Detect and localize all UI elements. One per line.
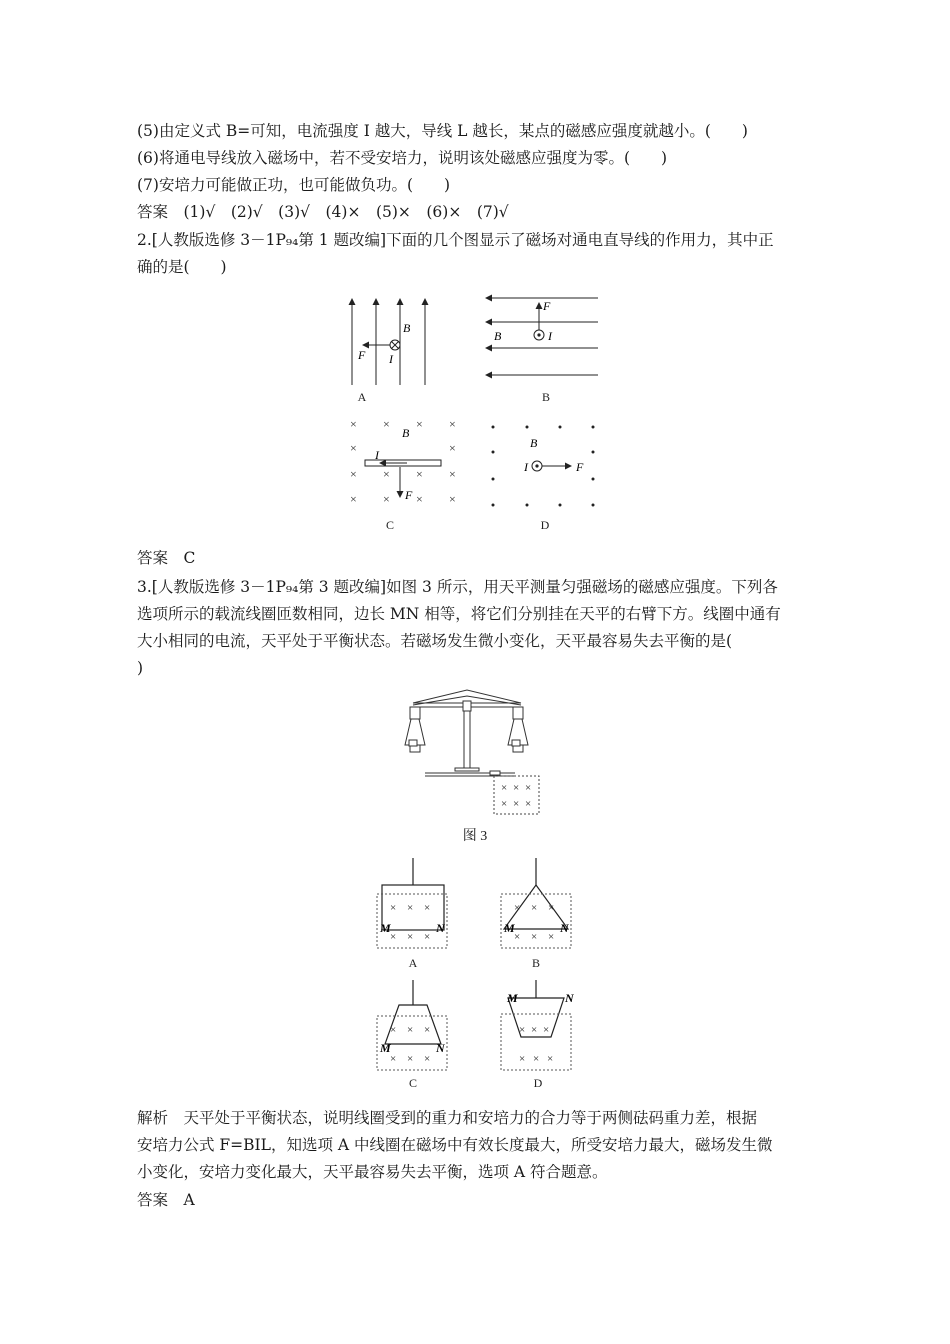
q2-caption-c: C — [385, 518, 394, 532]
svg-text:×: × — [383, 492, 390, 506]
svg-text:×: × — [390, 1053, 397, 1065]
q3-answer: 答案 A — [137, 1191, 195, 1209]
q2-caption-a: A — [357, 390, 367, 404]
svg-text:×: × — [407, 1053, 414, 1065]
q2-figure-c — [345, 415, 465, 510]
q3-caption-c: C — [408, 1076, 417, 1090]
q3-caption-b: B — [531, 956, 540, 970]
svg-text:×: × — [547, 1053, 554, 1065]
svg-text:×: × — [407, 1024, 414, 1036]
q3-stem-line1: 3.[人教版选修 3－1P₉₄第 3 题改编]如图 3 所示，用天平测量匀强磁场的磁感应强度。下列各 — [137, 578, 778, 596]
q2-caption-b: B — [541, 390, 550, 404]
svg-text:×: × — [407, 902, 414, 914]
svg-text:×: × — [531, 902, 538, 914]
q2c-field-label: B — [402, 426, 410, 440]
q3b-vertex-n: N — [560, 921, 569, 935]
q2-figure-d — [484, 415, 604, 510]
q3-stem-line3: 大小相同的电流，天平处于平衡状态。若磁场发生微小变化，天平最容易失去平衡的是( — [137, 632, 733, 650]
q3d-vertex-n: N — [565, 991, 574, 1005]
q2b-field-label: B — [494, 329, 502, 343]
svg-text:×: × — [416, 467, 423, 481]
svg-text:×: × — [416, 492, 423, 506]
q2-stem-line2: 确的是( ) — [137, 258, 227, 276]
svg-text:×: × — [383, 417, 390, 431]
q2-figure-b — [484, 295, 604, 380]
svg-text:×: × — [525, 782, 532, 794]
q2a-force-label: F — [358, 348, 366, 362]
q3-analysis-line3: 小变化，安培力变化最大，天平最容易失去平衡，选项 A 符合题意。 — [137, 1163, 608, 1181]
q1-answer: 答案 (1)√ (2)√ (3)√ (4)× (5)× (6)× (7)√ — [137, 203, 509, 221]
q1-item5: (5)由定义式 B=可知，电流强度 I 越大，导线 L 越长，某点的磁感应强度就越小。( ) — [137, 122, 748, 140]
q3c-vertex-n: N — [436, 1041, 445, 1055]
svg-text:×: × — [350, 441, 357, 455]
q3-option-a — [375, 858, 450, 950]
svg-text:×: × — [519, 1053, 526, 1065]
svg-text:×: × — [424, 902, 431, 914]
svg-text:×: × — [424, 931, 431, 943]
svg-text:×: × — [525, 798, 532, 810]
q3-balance-figure — [405, 688, 545, 818]
svg-text:×: × — [501, 782, 508, 794]
q2-caption-d: D — [540, 518, 550, 532]
q3a-vertex-n: N — [436, 921, 445, 935]
q3-option-d — [497, 980, 577, 1072]
q2a-field-label: B — [403, 321, 411, 335]
svg-text:×: × — [519, 1024, 526, 1036]
q2d-field-label: B — [530, 436, 538, 450]
svg-text:×: × — [531, 931, 538, 943]
q3-stem-line2: 选项所示的载流线圈匝数相同，边长 MN 相等，将它们分别挂在天平的右臂下方。线圈中通有 — [137, 605, 781, 623]
svg-text:×: × — [531, 1024, 538, 1036]
q3-option-b — [497, 858, 577, 950]
q1-item7: (7)安培力可能做正功，也可能做负功。( ) — [137, 176, 451, 194]
q2a-current-label: I — [389, 352, 393, 366]
q2-answer: 答案 C — [137, 549, 196, 567]
svg-text:×: × — [383, 467, 390, 481]
svg-text:×: × — [390, 931, 397, 943]
q2c-current-label: I — [375, 448, 379, 462]
svg-text:×: × — [548, 931, 555, 943]
svg-text:×: × — [533, 1053, 540, 1065]
q2-stem-line1: 2.[人教版选修 3－1P₉₄第 1 题改编]下面的几个图显示了磁场对通电直导线的作用力，其中正 — [137, 231, 774, 249]
q2d-force-label: F — [576, 460, 584, 474]
q2b-current-label: I — [548, 329, 552, 343]
q3-caption-d: D — [533, 1076, 543, 1090]
q3a-vertex-m: M — [380, 921, 391, 935]
svg-text:×: × — [350, 492, 357, 506]
q2-figure-a — [345, 295, 435, 390]
q3-analysis-line2: 安培力公式 F=BIL，知选项 A 中线圈在磁场中有效长度最大，所受安培力最大，磁场发生微 — [137, 1136, 773, 1154]
svg-text:×: × — [424, 1053, 431, 1065]
svg-text:×: × — [390, 902, 397, 914]
svg-text:×: × — [513, 798, 520, 810]
q3-figure-caption: 图 3 — [462, 829, 488, 844]
svg-text:×: × — [390, 1024, 397, 1036]
q2c-force-label: F — [405, 488, 413, 502]
svg-text:×: × — [543, 1024, 550, 1036]
svg-text:×: × — [449, 417, 456, 431]
svg-text:×: × — [514, 902, 521, 914]
svg-text:×: × — [424, 1024, 431, 1036]
svg-text:×: × — [501, 798, 508, 810]
svg-text:×: × — [407, 931, 414, 943]
q3b-vertex-m: M — [504, 921, 515, 935]
q3c-vertex-m: M — [380, 1041, 391, 1055]
svg-text:×: × — [449, 467, 456, 481]
svg-text:×: × — [350, 417, 357, 431]
svg-text:×: × — [514, 931, 521, 943]
q2b-force-label: F — [543, 299, 551, 313]
svg-text:×: × — [513, 782, 520, 794]
q1-item6: (6)将通电导线放入磁场中，若不受安培力，说明该处磁感应强度为零。( ) — [137, 149, 668, 167]
q3-option-c — [375, 980, 450, 1072]
svg-text:×: × — [350, 467, 357, 481]
q2d-current-label: I — [524, 460, 528, 474]
q3-stem-line4: ) — [137, 659, 144, 677]
svg-text:×: × — [449, 492, 456, 506]
svg-text:×: × — [548, 902, 555, 914]
svg-text:×: × — [449, 441, 456, 455]
q3-analysis-line1: 解析 天平处于平衡状态，说明线圈受到的重力和安培力的合力等于两侧砝码重力差，根据 — [137, 1109, 758, 1127]
q3d-vertex-m: M — [507, 991, 518, 1005]
svg-text:×: × — [416, 417, 423, 431]
q3-caption-a: A — [408, 956, 418, 970]
